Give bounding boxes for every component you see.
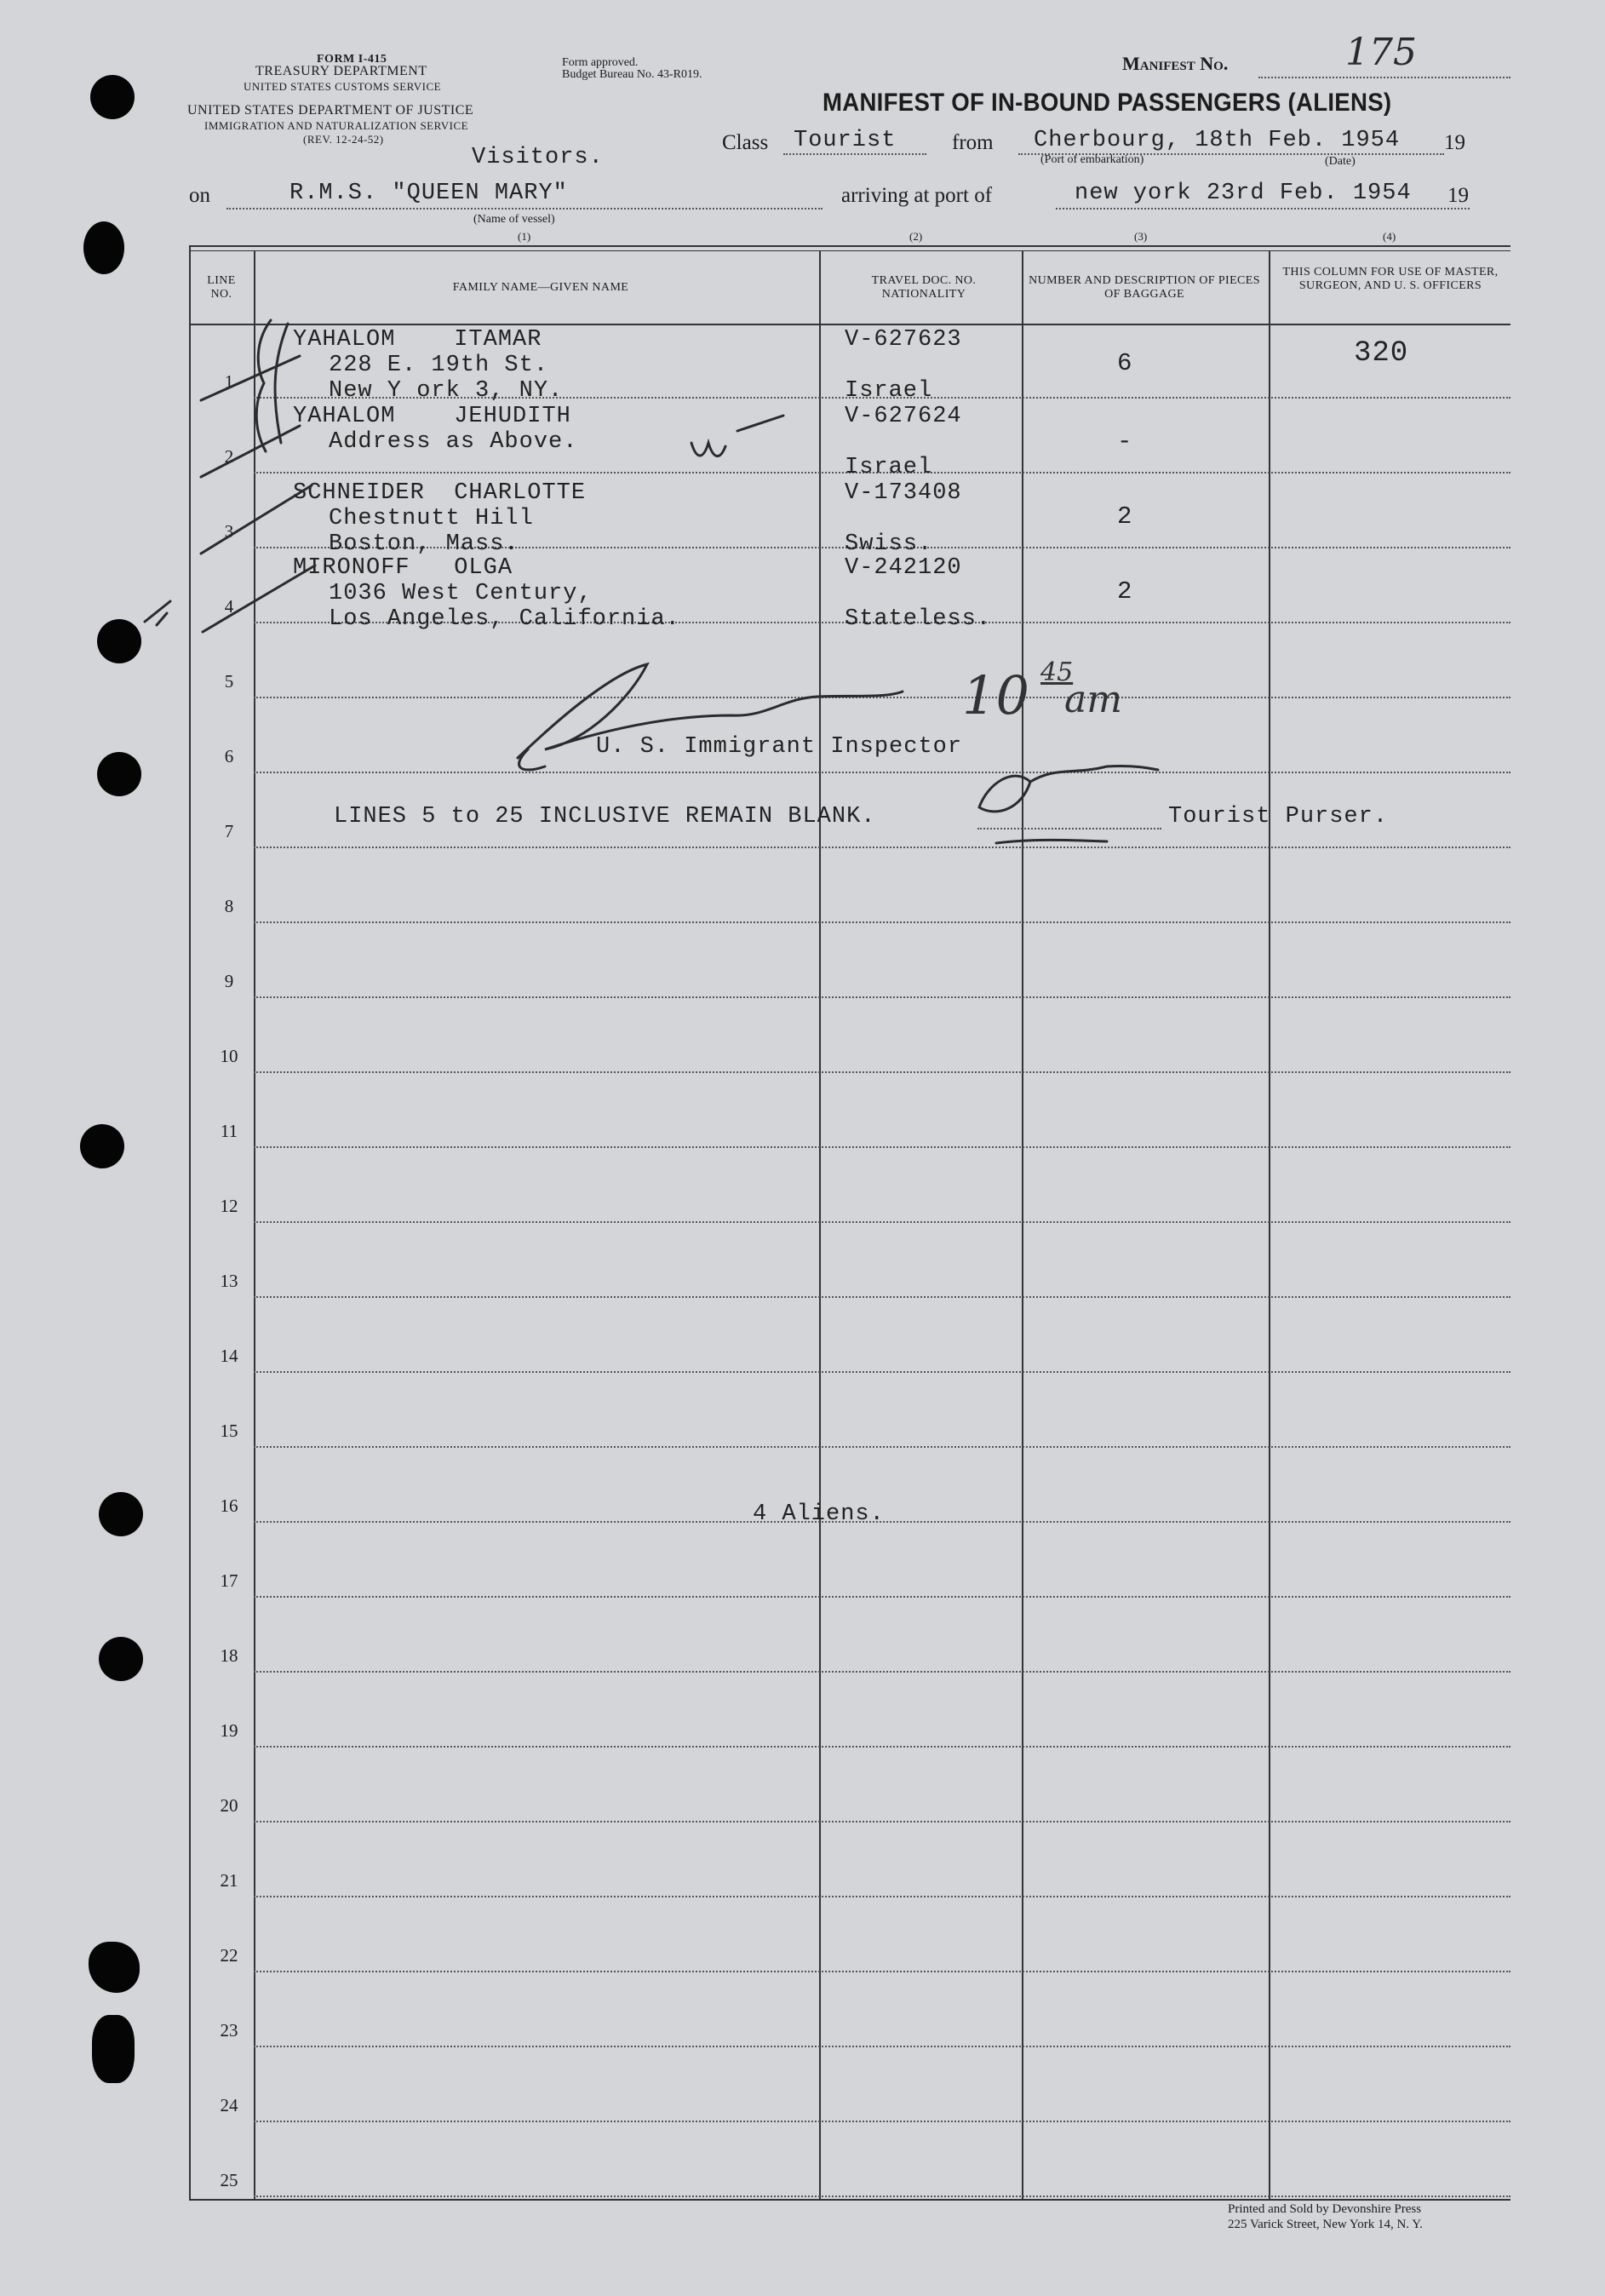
blank-lines-note: LINES 5 to 25 INCLUSIVE REMAIN BLANK. [334, 804, 876, 829]
tick-mark [145, 601, 170, 625]
passenger-4-doc: V-242120 [845, 555, 962, 581]
port-caption: (Port of embarkation) [1040, 153, 1144, 166]
agency-treasury: TREASURY DEPARTMENT [255, 64, 427, 78]
class-value: Tourist [794, 128, 897, 153]
col-num-4: (4) [1383, 230, 1396, 243]
line-number: 17 [220, 1570, 238, 1591]
from-year-suffix: 19 [1444, 131, 1465, 154]
on-label: on [189, 184, 210, 207]
signature-stroke [996, 840, 1107, 843]
passenger-4-name: MIRONOFF OLGA [293, 555, 513, 581]
class-label: Class [722, 131, 769, 154]
col-num-3: (3) [1134, 230, 1148, 243]
form-revision: (REV. 12-24-52) [303, 133, 384, 146]
printer-name: Printed and Sold by Devonshire Press [1228, 2202, 1422, 2216]
line-number: 16 [220, 1495, 238, 1516]
handwritten-time: 10 [962, 664, 1029, 726]
purser-label: Tourist Purser. [1168, 804, 1389, 829]
line-number: 4 [224, 596, 234, 617]
line-number: 25 [220, 2170, 238, 2190]
passenger-1-address-1: 228 E. 19th St. [329, 353, 549, 378]
arrival-value: new york 23rd Feb. 1954 [1075, 181, 1412, 206]
header-line-no: LINE NO. [207, 274, 236, 301]
passenger-1-doc: V-627623 [845, 327, 962, 353]
col-num-2: (2) [909, 230, 923, 243]
signature-stroke [979, 766, 1158, 811]
passenger-1-address-2: New Y ork 3, NY. [329, 378, 564, 404]
date-caption: (Date) [1325, 155, 1356, 168]
budget-bureau: Budget Bureau No. 43-R019. [562, 68, 702, 81]
tick-mark [203, 565, 315, 632]
passenger-4-address-2: Los Angeles, California. [329, 606, 680, 632]
purser-signature-line [977, 828, 1161, 829]
vessel-caption: (Name of vessel) [473, 213, 555, 226]
line-number: 3 [224, 521, 234, 542]
bracket-mark [275, 324, 288, 443]
passenger-2-nationality: Israel [845, 455, 933, 480]
passenger-3-name: SCHNEIDER CHARLOTTE [293, 480, 587, 506]
line-number: 7 [224, 821, 234, 841]
line-number: 12 [220, 1196, 238, 1216]
passenger-1-name: YAHALOM ITAMAR [293, 327, 542, 353]
line-number: 1 [224, 371, 234, 392]
passenger-4-nationality: Stateless. [845, 606, 992, 632]
from-label: from [952, 131, 994, 154]
passenger-3-address-1: Chestnutt Hill [329, 506, 534, 531]
line-number: 13 [220, 1271, 238, 1291]
passenger-2-name: YAHALOM JEHUDITH [293, 404, 571, 429]
manifest-label: Manifest No. [1122, 53, 1229, 74]
handwritten-am: am [1064, 678, 1122, 721]
line-number: 9 [224, 971, 234, 991]
passenger-3-nationality: Swiss. [845, 531, 933, 557]
line-number: 10 [220, 1046, 238, 1066]
header-officers: THIS COLUMN FOR USE OF MASTER, SURGEON, AND U. S. OFFICERS [1282, 266, 1499, 292]
line-number: 6 [224, 746, 234, 766]
passenger-4-address-1: 1036 West Century, [329, 581, 593, 606]
passenger-2-baggage: - [1117, 428, 1133, 456]
line-number: 18 [220, 1645, 238, 1666]
line-number: 14 [220, 1346, 238, 1366]
manifest-number: 175 [1345, 31, 1417, 74]
visitors-label: Visitors. [472, 145, 604, 170]
agency-customs: UNITED STATES CUSTOMS SERVICE [244, 80, 442, 93]
arriving-label: arriving at port of [841, 184, 993, 207]
handwritten-time-sup: 45 [1040, 657, 1074, 687]
passenger-1-officer-note: 320 [1354, 337, 1409, 370]
agency-ins: IMMIGRATION AND NATURALIZATION SERVICE [204, 119, 469, 132]
line-number: 24 [220, 2095, 238, 2115]
line-number: 19 [220, 1720, 238, 1741]
tick-mark [201, 356, 300, 400]
line-number: 2 [224, 446, 234, 467]
line-number: 22 [220, 1945, 238, 1966]
header-travel-doc: TRAVEL DOC. NO. NATIONALITY [871, 274, 977, 301]
passenger-1-nationality: Israel [845, 378, 933, 404]
form-approved: Form approved. [562, 56, 639, 69]
vessel-name: R.M.S. "QUEEN MARY" [289, 181, 568, 206]
line-number: 21 [220, 1870, 238, 1891]
passenger-2-doc: V-627624 [845, 404, 962, 429]
passenger-3-address-2: Boston, Mass. [329, 531, 519, 557]
header-name: FAMILY NAME—GIVEN NAME [452, 281, 629, 294]
line-number: 11 [220, 1121, 238, 1141]
form-number: FORM I-415 [317, 53, 387, 66]
aliens-total: 4 Aliens. [753, 1501, 885, 1527]
passenger-3-baggage: 2 [1117, 502, 1133, 531]
agency-justice: UNITED STATES DEPARTMENT OF JUSTICE [187, 103, 474, 118]
line-number: 8 [224, 896, 234, 916]
line-number: 20 [220, 1795, 238, 1816]
passenger-2-address-1: Address as Above. [329, 429, 578, 455]
tick-mark [201, 426, 300, 477]
scribble-mark [691, 416, 783, 456]
header-baggage: NUMBER AND DESCRIPTION OF PIECES OF BAGGAGE [1029, 274, 1260, 301]
line-number: 5 [224, 671, 234, 692]
inspector-label: U. S. Immigrant Inspector [596, 734, 963, 760]
col-num-1: (1) [518, 230, 531, 243]
line-number: 23 [220, 2020, 238, 2041]
from-value: Cherbourg, 18th Feb. 1954 [1034, 128, 1401, 153]
bracket-mark [256, 320, 271, 451]
manifest-title: MANIFEST OF IN-BOUND PASSENGERS (ALIENS) [823, 89, 1392, 117]
tick-mark [201, 485, 312, 554]
passenger-4-baggage: 2 [1117, 577, 1133, 606]
printer-address: 225 Varick Street, New York 14, N. Y. [1228, 2218, 1423, 2231]
arrival-year-suffix: 19 [1447, 184, 1469, 207]
passenger-1-baggage: 6 [1117, 349, 1133, 377]
passenger-3-doc: V-173408 [845, 480, 962, 506]
line-number: 15 [220, 1421, 238, 1441]
